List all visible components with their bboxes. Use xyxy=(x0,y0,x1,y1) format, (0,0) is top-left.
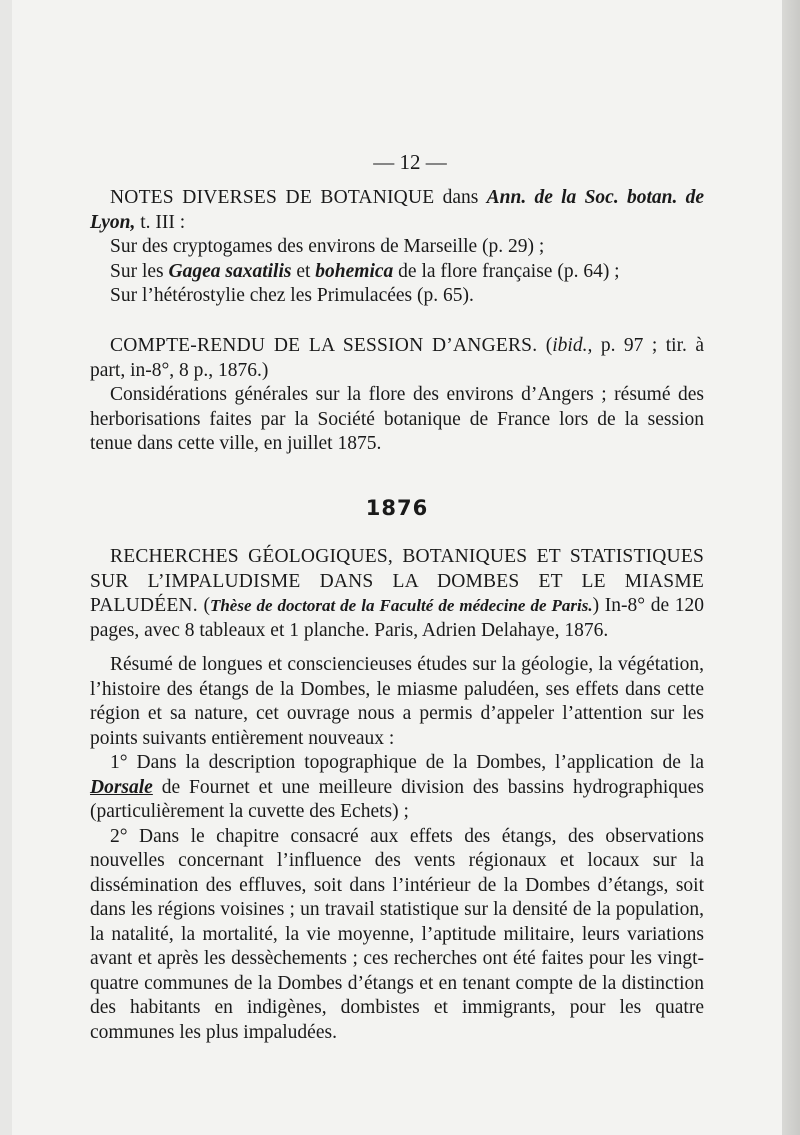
entry-tome: t. III : xyxy=(140,211,186,233)
paren: ( xyxy=(203,595,210,616)
ibid: ibid., xyxy=(552,335,593,356)
entry-notes-diverses xyxy=(90,186,704,309)
paren: ) xyxy=(592,595,600,616)
entry-body: Considérations générales sur la flore des environs d’Angers ; résumé des herborisations faites par la Société botanique de France lors de la session tenue dans cette ville, en juillet 1875. xyxy=(90,384,704,454)
list-item: Sur l’hétérostylie chez les Primulacées (p. 65). xyxy=(110,285,474,306)
entry-title: COMPTE-RENDU DE LA SESSION D’ANGERS. xyxy=(110,335,538,356)
species-name: Gagea saxatilis xyxy=(168,260,292,282)
entry-dans: dans xyxy=(442,187,479,208)
page-number: — 12 — xyxy=(373,150,447,174)
item-text: et xyxy=(296,260,311,282)
summary-paragraph: Résumé de longues et consciencieuses études sur la géologie, la végétation, l’histoire des étangs de la Dombes, le miasme paludéen, ses effets dans cette région et sa nature, cet ouvrage nous a permis d’appeler l’attention sur les points suivants entièrement nouveaux : xyxy=(90,654,704,749)
dorsale-term: Dorsale xyxy=(90,776,153,798)
entry-title: RECHERCHES GÉOLOGIQUES, BOTANIQUES ET STATISTIQUES SUR L’IMPALUDISME DANS LA DOMBES ET LE MIASME PALUDÉEN. xyxy=(90,546,704,616)
point-2: 2° Dans le chapitre consacré aux effets des étangs, des observations nouvelles concernant l’influence des vents régionaux et locaux sur la dissémination des effluves, soit dans l’intérieur de la Dombes d’étangs, soit dans les régions voisines ; un travail statistique sur la densité de la population, la natalité, la mortalité, la vie moyenne, l’aptitude militaire, leurs variations avant et après les dessèchements ; ces recherches ont été faites pour les vingt-quatre communes de la Dombes d’étangs et en tenant compte de la distinction des habitants en indigènes, dombistes et immigrants, pour les quatre communes les plus impaludées. xyxy=(90,825,704,1043)
list-item: Sur des cryptogames des environs de Marseille (p. 29) ; xyxy=(110,236,545,257)
entry-compte-rendu xyxy=(90,334,704,457)
species-name: bohemica xyxy=(315,260,394,282)
item-text: Sur les xyxy=(110,260,164,282)
page-edge-shadow xyxy=(782,0,800,1135)
entry-source: Ann. de la Soc. botan. de Lyon, xyxy=(90,187,705,233)
entry-recherches xyxy=(90,545,704,1045)
list-item xyxy=(90,260,704,285)
item-text: de la flore française (p. 64) ; xyxy=(398,260,620,282)
paren: ( xyxy=(545,335,553,356)
page-sheet xyxy=(12,0,782,1135)
entry-title: NOTES DIVERSES DE BOTANIQUE xyxy=(110,187,435,208)
point-text: 1° Dans la description topographique de la Dombes, l’application de la xyxy=(110,752,704,773)
point-text: de Fournet et une meilleure division des bassins hydrographiques (particulièrement la cuvette des Echets) ; xyxy=(90,776,704,822)
publication-info: In-8° de 120 pages, avec 8 tableaux et 1 planche. Paris, Adrien Delahaye, 1876. xyxy=(90,595,705,641)
thesis-note: Thèse de doctorat de la Faculté de médecine de Paris. xyxy=(209,596,593,615)
entry-reference: p. 97 ; tir. à part, in-8°, 8 p., 1876.) xyxy=(90,335,705,381)
year-heading: 1876 xyxy=(365,496,429,520)
point-1 xyxy=(90,751,704,825)
